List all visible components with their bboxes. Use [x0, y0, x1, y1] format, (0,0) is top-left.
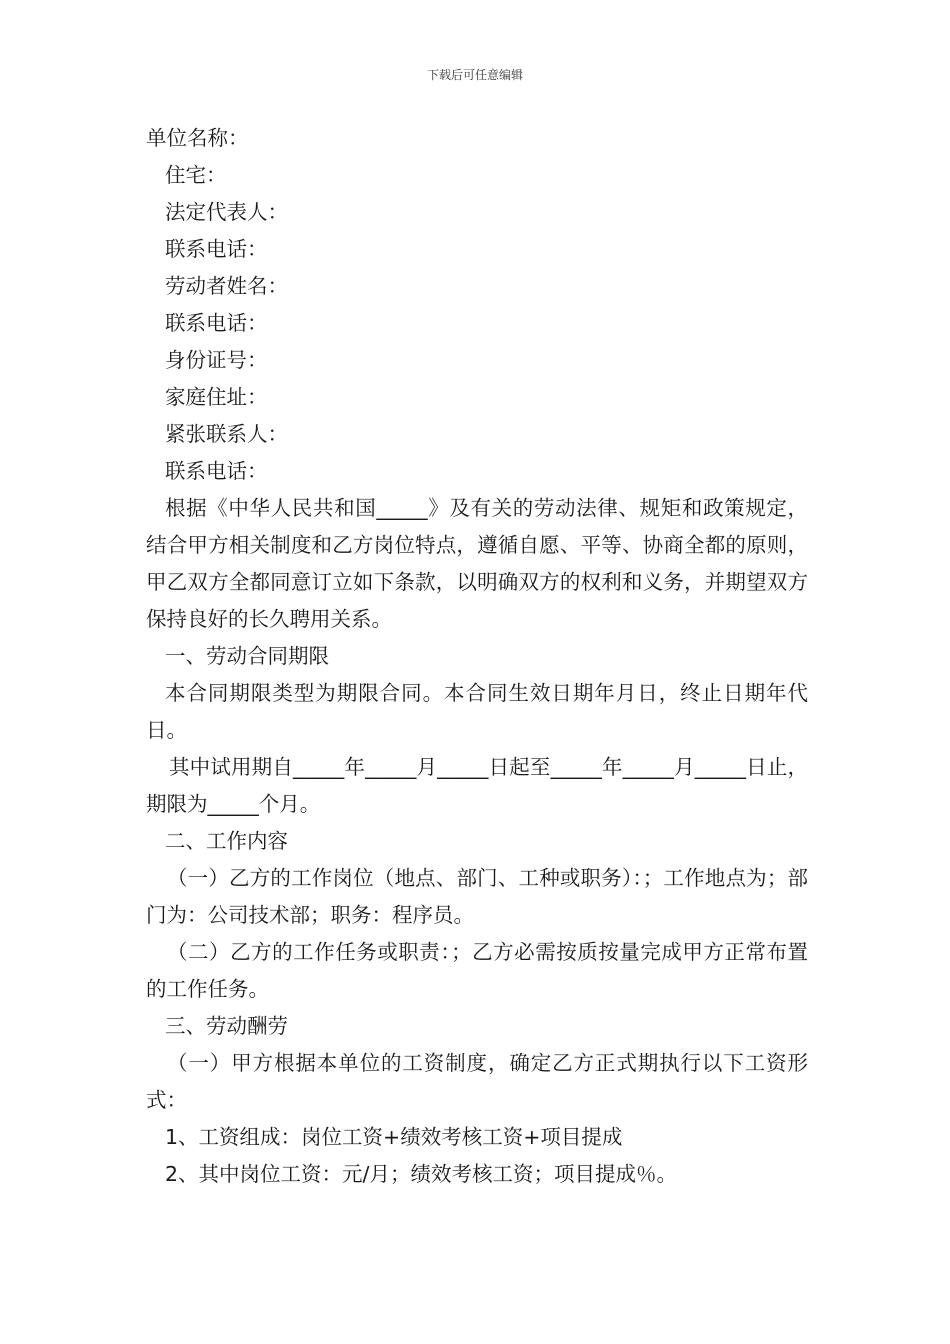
section-1-probation-paragraph: 其中试用期自_____年_____月_____日起至_____年_____月_____日止，期限为_____个月。 [146, 755, 808, 816]
section-1-title: 一、劳动合同期限 [165, 644, 329, 668]
section-3-wage-paragraph: （一）甲方根据本单位的工资制度，确定乙方正式期执行以下工资形式： [146, 1051, 808, 1112]
section-3-item-2: 2、其中岗位工资：元/月；绩效考核工资；项目提成％。 [165, 1162, 677, 1186]
intro-paragraph: 根据《中华人民共和国_____》及有关的劳动法律、规矩和政策规定，结合甲方相关制度和乙方岗位特点，遵循自愿、平等、协商全都的原则，甲乙双方全都同意订立如下条款，以明确双方的权利和义务，并期望双方保持良好的长久聘用关系。 [146, 496, 808, 631]
field-emergency-contact: 紧张联系人： [165, 422, 288, 446]
section-2-position-paragraph: （一）乙方的工作岗位（地点、部门、工种或职务）：；工作地点为；部门为：公司技术部；职务：程序员。 [146, 866, 808, 927]
field-residence: 住宅： [165, 163, 227, 187]
page-header-note: 下载后可任意编辑 [426, 68, 523, 82]
contract-body [146, 120, 808, 1193]
section-2-title: 二、工作内容 [165, 829, 288, 853]
field-worker-name: 劳动者姓名： [165, 274, 288, 298]
field-id-number: 身份证号： [165, 348, 268, 372]
section-2-duties-paragraph: （二）乙方的工作任务或职责：；乙方必需按质按量完成甲方正常布置的工作任务。 [146, 940, 808, 1001]
field-worker-phone: 联系电话： [165, 311, 268, 335]
section-3-title: 三、劳动酬劳 [165, 1014, 288, 1038]
field-legal-representative: 法定代表人： [165, 200, 288, 224]
field-emergency-phone: 联系电话： [165, 459, 268, 483]
field-home-address: 家庭住址： [165, 385, 268, 409]
section-3-item-1: 1、工资组成：岗位工资+绩效考核工资+项目提成 [165, 1125, 623, 1149]
field-employer-phone: 联系电话： [165, 237, 268, 261]
section-1-term-paragraph: 本合同期限类型为期限合同。本合同生效日期年月日，终止日期年代日。 [146, 681, 808, 742]
field-employer-name: 单位名称： [146, 126, 249, 150]
